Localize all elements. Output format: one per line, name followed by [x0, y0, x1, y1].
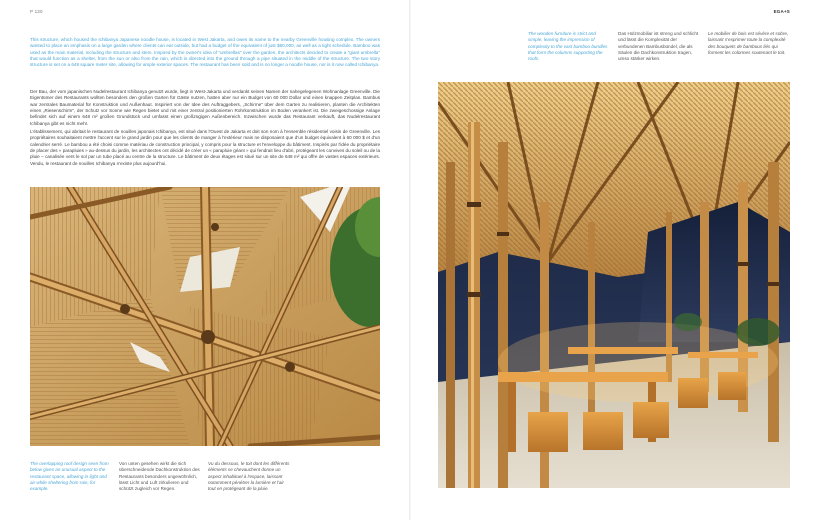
body-text-german: Der Bau, der vom japanischen Nudelrestaurant Ichibanya genutzt wurde, liegt in West-Jakarta und verdankt seinen Namen der nahegelegenen Wohnanlage Greenville. Die Eigentümer des Restaurants wollten besonders den großen Garten für Gäste nutzen, hatten aber nur ein Budget von 60 000 Dollar und einen knappen Zeitplan. Bambus war zentrales Baumaterial für Konstruktion und Außenhaut. Inspiriert von der Idee des Auftraggebers, „Schirme" über dem Garten zu realisieren, planten die Architekten einen „Riesenschirm", der Schutz vor Sonne wie Regen bietet und mit einer zentral positionierten Rohrkonstruktion im Boden verankert ist. Die zweigeschossige Anlage befindet sich auf einem 648 m² großen Grundstück und umfasst einen großzügigen Außenbereich. Inzwischen wurde das Restaurant verkauft, das Nudelrestaurant Ichibanya gibt es nicht mehr. [30, 89, 380, 126]
right-folio: EGA+S [773, 9, 790, 14]
body-text-english: This structure, which housed the Ichibanya Japanese noodle house, is located in West Jakarta, and owes its name to the nearby Greenville housing complex. The owners wanted to place an emphasis on a large garden where clients can eat outside, but had a budget of the equivalent of just $60,000, as well as a tight schedule. Bamboo was used as the main material, including the structure and stem. Inspired by the owner's idea of "umbrellas" over the garden, the architects decided to create a "giant umbrella" that would function as a shelter, from the sun or also from the rain, which is directed into the ground through a pipe situated in the middle of the structure. The two story structure is set on a 648 square meter site, allowing for ample exterior spaces. The restaurant has been sold and is no longer a noodle house, nor is it now called Ichibanya. [30, 37, 380, 68]
bamboo-roof-photo [30, 187, 380, 446]
caption-french-left: Vu du dessous, le toit dont les différents éléments se chevauchent donne un aspect inhabituel à l'espace, laissant notamment pénétrer la lumière et l'air tout en protégeant de la pluie. [208, 461, 290, 492]
left-folio: P 130 [30, 9, 43, 14]
caption-english-left: The overlapping roof design seen from below gives an unusual aspect to the restaurant space, allowing in light and air while sheltering from rain, for example. [30, 461, 109, 492]
caption-french-right: Le mobilier de bois est sévère et sobre, laissant s'exprimer toute la complexité des bouquets de bambous liés qui forment les colonnes soutenant le toit. [708, 31, 789, 55]
caption-german-left: Von unten gesehen wirkt die sich überschneidende Dachkonstruktion des Restaurants besonders ungewöhnlich, lässt Licht und Luft zirkulieren und schützt zugleich vor Regen. [119, 461, 200, 492]
caption-english-right: The wooden furniture is strict and simple, leaving the impression of complexity to the vast bamboo bundles that form the columns supporting the roofs. [528, 31, 608, 62]
page-gutter [409, 0, 411, 520]
caption-german-right: Das Holzmobiliar ist streng und schlicht und lässt die Komplexität der verbundenen Bambusbündel, die als Säulen die Dachkonstruktion tragen, umso stärker wirken. [618, 31, 699, 62]
restaurant-interior-photo [438, 82, 790, 488]
body-text-french: L'établissement, qui abritait le restaurant de nouilles japonais Ichibanya, est situé dans l'Ouest de Jakarta et doit son nom à l'ensemble résidentiel voisin de Greenville. Les propriétaires souhaitaient mettre l'accent sur le grand jardin pour que les clients de manger à l'extérieur mais ne disposaient que d'un budget équivalent à 60 000 $ et d'un calendrier serré. Le bambou a été choisi comme matériau de construction principal, y compris pour la structure et l'enveloppe du bâtiment. Inspirés par l'idée du propriétaire de placer des « parapluies » au-dessus du jardin, les architectes ont décidé de créer un « parapluie géant » qui fendrait lieu d'abri, protégeant les convives du soleil ou de la pluie – canalisée vers le sol par un tube placé au centre de la structure. Le bâtiment de deux étages est situé sur un site de 648 m² qui offre de vastes espaces extérieurs. Vendu, le restaurant de nouilles Ichibanya n'existe plus aujourd'hui. [30, 129, 380, 166]
